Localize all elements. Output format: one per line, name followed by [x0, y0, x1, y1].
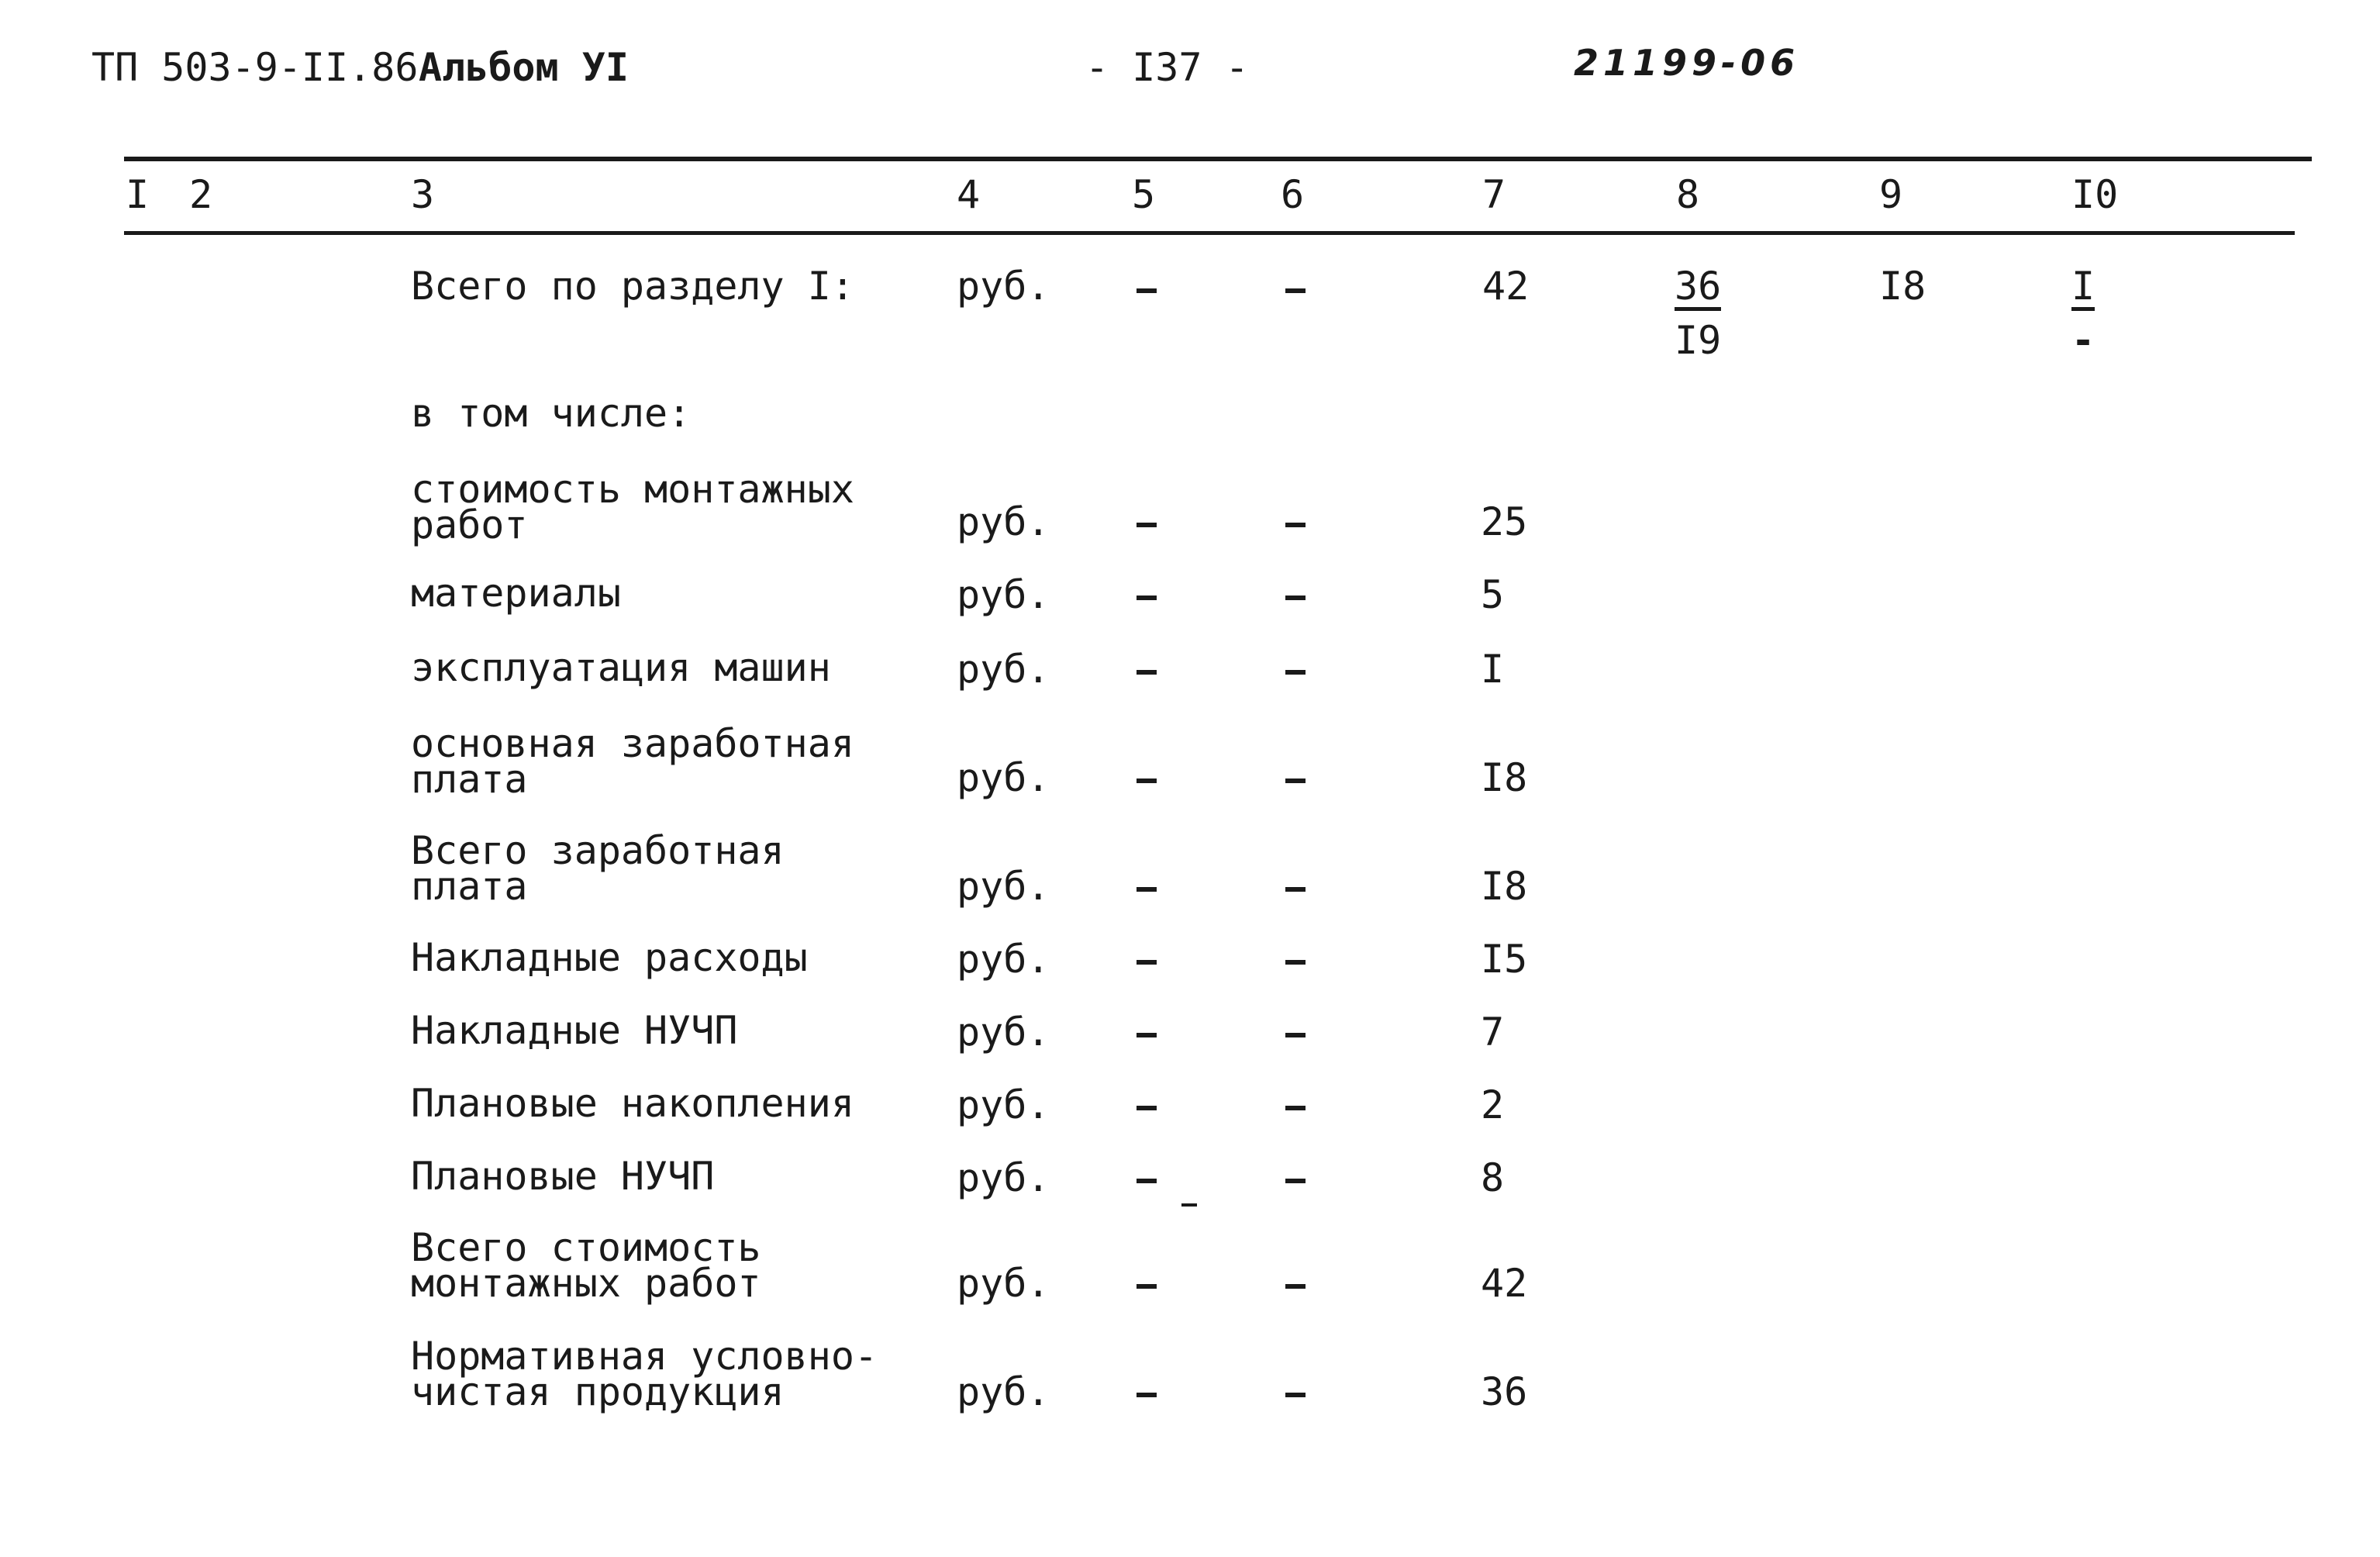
summary-unit: руб. [957, 264, 1050, 309]
row-dash-col5 [1137, 1179, 1157, 1183]
row-value: 42 [1481, 1261, 1528, 1306]
row-unit: руб. [957, 937, 1050, 982]
row-dash-col6 [1285, 960, 1306, 965]
row-label: Накладные НУЧП [411, 1008, 738, 1053]
row-label: эксплуатация машин [411, 645, 831, 690]
row-dash-col5 [1137, 1284, 1157, 1289]
row-value: 7 [1481, 1010, 1505, 1055]
row-value: I5 [1481, 937, 1528, 982]
column-header-9: 9 [1879, 172, 1903, 217]
column-header-8: 8 [1676, 172, 1700, 217]
row-dash-col5 [1137, 887, 1157, 892]
row-unit: руб. [957, 647, 1050, 692]
row-label: Всего стоимость монтажных работ [411, 1225, 761, 1306]
summary-label: Всего по разделу I: [411, 264, 854, 309]
summary-col10-top: I [2071, 267, 2095, 311]
page-number: - I37 - [1085, 45, 1249, 90]
row-unit: руб. [957, 864, 1050, 909]
row-unit: руб. [957, 572, 1050, 617]
column-header-10: I0 [2071, 172, 2119, 217]
column-header-1: I [126, 172, 150, 217]
row-value: 36 [1481, 1369, 1528, 1414]
column-header-2: 2 [189, 172, 213, 217]
row-dash-col5 [1137, 778, 1157, 783]
row-dash-col5 [1137, 1033, 1157, 1037]
document-code: ТП 503-9-II.86 [91, 45, 419, 90]
sheet-code: 21199-06 [1574, 42, 1800, 84]
table-top-rule [124, 157, 2312, 161]
row-dash-col6 [1285, 1106, 1306, 1110]
row-dash-col6 [1285, 887, 1306, 892]
row-dash-col6 [1285, 670, 1306, 675]
row-dash-col5 [1137, 1106, 1157, 1110]
row-dash-col5 [1137, 523, 1157, 527]
summary-col10-bottom: - [2071, 318, 2095, 363]
album-label: Альбом УI [419, 45, 629, 90]
table-header-rule [124, 231, 2295, 235]
summary-col7: 42 [1482, 264, 1530, 309]
row-label: Накладные расходы [411, 935, 808, 980]
summary-col9: I8 [1879, 264, 1926, 309]
column-header-7: 7 [1482, 172, 1506, 217]
summary-col8-bottom: I9 [1675, 318, 1722, 363]
row-unit: руб. [957, 1010, 1050, 1055]
row-unit: руб. [957, 1082, 1050, 1127]
row-value: 5 [1481, 572, 1505, 617]
stray-mark [1181, 1203, 1197, 1207]
row-label: материалы [411, 571, 621, 616]
summary-col8-top: 36 [1675, 267, 1721, 311]
row-unit: руб. [957, 1261, 1050, 1306]
row-label: Плановые НУЧП [411, 1154, 715, 1199]
row-dash-col6 [1285, 1284, 1306, 1289]
row-dash-col5 [1137, 596, 1157, 600]
row-value: I [1481, 647, 1505, 692]
column-header-3: 3 [411, 172, 435, 217]
row-value: I8 [1481, 864, 1528, 909]
row-value: 25 [1481, 499, 1528, 544]
row-value: I8 [1481, 755, 1528, 800]
row-value: 2 [1481, 1082, 1505, 1127]
column-header-5: 5 [1132, 172, 1156, 217]
row-label: Плановые накопления [411, 1081, 854, 1126]
row-unit: руб. [957, 499, 1050, 544]
summary-dash-col5 [1137, 288, 1157, 293]
row-unit: руб. [957, 755, 1050, 800]
row-dash-col6 [1285, 778, 1306, 783]
row-value: 8 [1481, 1155, 1505, 1200]
row-dash-col6 [1285, 1393, 1306, 1397]
row-dash-col6 [1285, 523, 1306, 527]
section-note: в том числе: [411, 391, 692, 436]
row-dash-col5 [1137, 670, 1157, 675]
row-label: основная заработная плата [411, 721, 854, 802]
row-dash-col6 [1285, 596, 1306, 600]
row-unit: руб. [957, 1369, 1050, 1414]
summary-dash-col6 [1285, 288, 1306, 293]
row-dash-col6 [1285, 1179, 1306, 1183]
row-dash-col5 [1137, 960, 1157, 965]
row-dash-col5 [1137, 1393, 1157, 1397]
row-label: Всего заработная плата [411, 828, 785, 909]
row-dash-col6 [1285, 1033, 1306, 1037]
row-label: стоимость монтажных работ [411, 467, 854, 547]
column-header-6: 6 [1281, 172, 1305, 217]
row-unit: руб. [957, 1155, 1050, 1200]
row-label: Нормативная условно- чистая продукция [411, 1334, 878, 1414]
column-header-4: 4 [957, 172, 981, 217]
